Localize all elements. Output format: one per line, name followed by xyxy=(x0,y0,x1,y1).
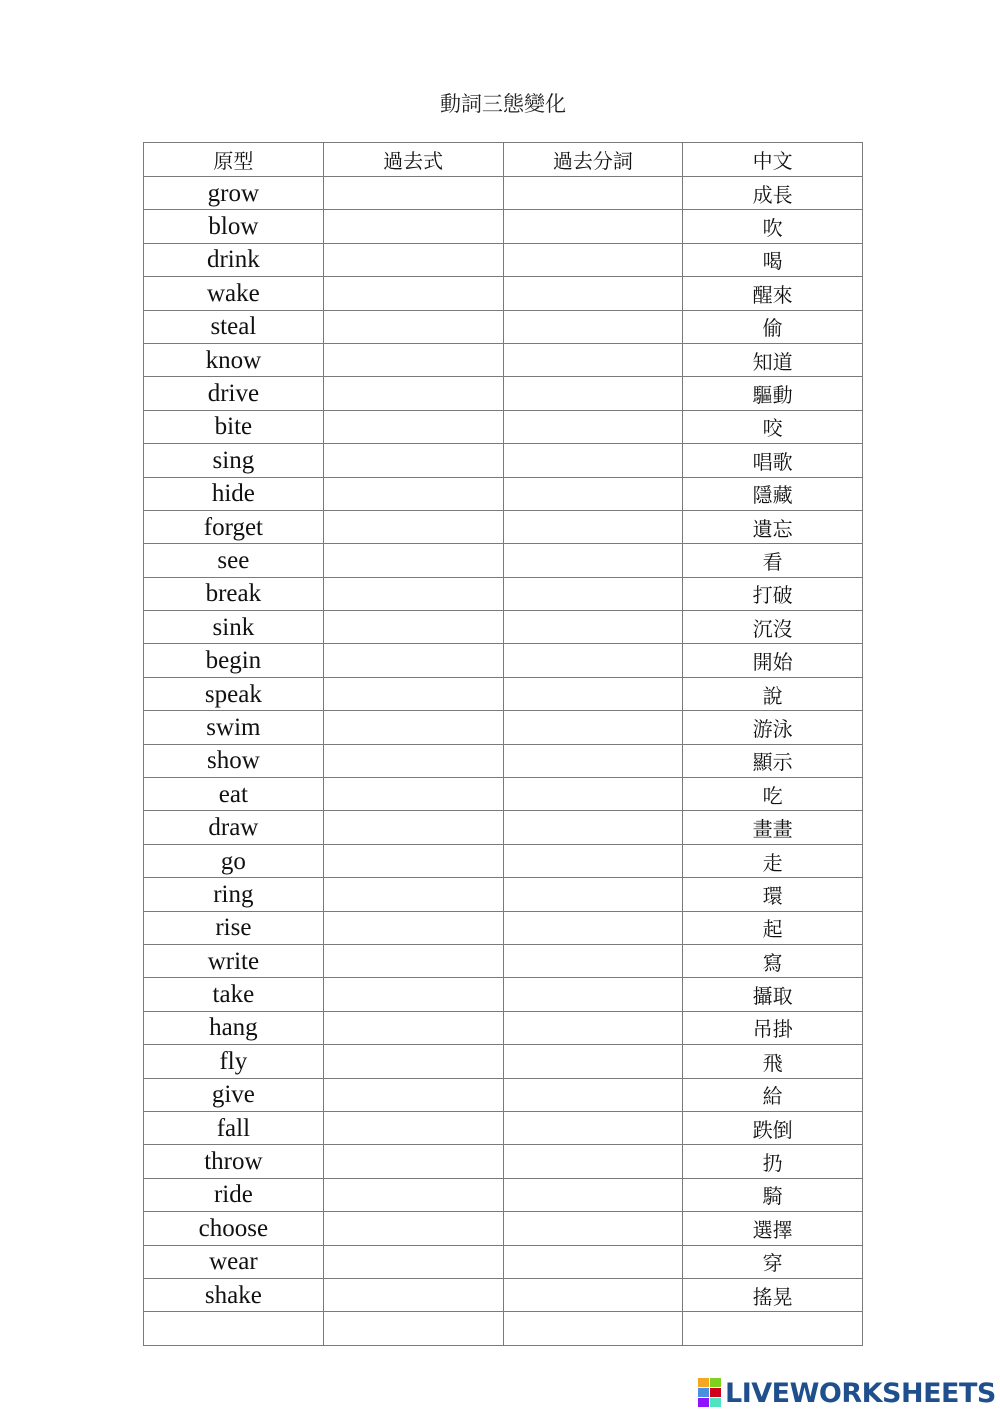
chinese-meaning-cell: 穿 xyxy=(683,1245,863,1278)
chinese-meaning-cell: 飛 xyxy=(683,1045,863,1078)
base-form-cell: see xyxy=(144,544,324,577)
table-row xyxy=(144,1078,863,1111)
liveworksheets-wordmark: LIVEWORKSHEETS xyxy=(725,1377,996,1409)
table-row xyxy=(144,944,863,977)
past-participle-answer-field[interactable] xyxy=(503,310,683,343)
past-tense-answer-field[interactable] xyxy=(323,343,503,376)
past-participle-answer-field[interactable] xyxy=(503,878,683,911)
table-row xyxy=(144,677,863,710)
past-participle-answer-field[interactable] xyxy=(503,778,683,811)
past-tense-answer-field[interactable] xyxy=(323,1178,503,1211)
past-participle-answer-field[interactable] xyxy=(503,744,683,777)
past-participle-answer-field[interactable] xyxy=(503,978,683,1011)
past-tense-answer-field[interactable] xyxy=(323,377,503,410)
base-form-cell: sink xyxy=(144,611,324,644)
chinese-meaning-cell: 沉沒 xyxy=(683,611,863,644)
table-row xyxy=(144,1011,863,1044)
base-form-cell: speak xyxy=(144,677,324,710)
base-form-cell: give xyxy=(144,1078,324,1111)
table-row xyxy=(144,878,863,911)
base-form-cell: bite xyxy=(144,410,324,443)
base-form-cell: steal xyxy=(144,310,324,343)
base-form-cell: wear xyxy=(144,1245,324,1278)
chinese-meaning-cell: 咬 xyxy=(683,410,863,443)
base-form-cell: fly xyxy=(144,1045,324,1078)
past-tense-answer-field[interactable] xyxy=(323,1145,503,1178)
past-tense-answer-field[interactable] xyxy=(323,1045,503,1078)
past-participle-answer-field[interactable] xyxy=(503,277,683,310)
past-tense-answer-field[interactable] xyxy=(323,410,503,443)
past-tense-answer-field[interactable] xyxy=(323,911,503,944)
past-participle-answer-field[interactable] xyxy=(503,711,683,744)
chinese-meaning-cell: 說 xyxy=(683,677,863,710)
chinese-meaning-cell: 顯示 xyxy=(683,744,863,777)
table-row xyxy=(144,544,863,577)
past-tense-answer-field[interactable] xyxy=(323,1278,503,1311)
header-base-form: 原型 xyxy=(144,143,324,177)
past-tense-answer-field[interactable] xyxy=(323,744,503,777)
base-form-cell: sing xyxy=(144,444,324,477)
past-tense-answer-field[interactable] xyxy=(323,844,503,877)
past-tense-answer-field[interactable] xyxy=(323,477,503,510)
chinese-meaning-cell: 游泳 xyxy=(683,711,863,744)
past-tense-answer-field[interactable] xyxy=(323,778,503,811)
chinese-meaning-cell: 搖晃 xyxy=(683,1278,863,1311)
table-row xyxy=(144,1145,863,1178)
header-past-participle: 過去分詞 xyxy=(503,143,683,177)
base-form-cell: shake xyxy=(144,1278,324,1311)
past-participle-answer-field[interactable] xyxy=(503,544,683,577)
table-row xyxy=(144,811,863,844)
chinese-meaning-cell: 知道 xyxy=(683,343,863,376)
header-past-tense: 過去式 xyxy=(323,143,503,177)
past-tense-answer-field[interactable] xyxy=(323,177,503,210)
table-row xyxy=(144,177,863,210)
base-form-cell: draw xyxy=(144,811,324,844)
past-participle-answer-field[interactable] xyxy=(503,1178,683,1211)
past-tense-answer-field[interactable] xyxy=(323,577,503,610)
past-participle-answer-field[interactable] xyxy=(503,1145,683,1178)
table-row xyxy=(144,1245,863,1278)
table-row xyxy=(144,1178,863,1211)
past-participle-answer-field[interactable] xyxy=(503,644,683,677)
base-form-cell: swim xyxy=(144,711,324,744)
chinese-meaning-cell: 跌倒 xyxy=(683,1111,863,1144)
chinese-meaning-cell: 騎 xyxy=(683,1178,863,1211)
base-form-cell: hide xyxy=(144,477,324,510)
base-form-cell: choose xyxy=(144,1212,324,1245)
base-form-cell: break xyxy=(144,577,324,610)
worksheet-title: 動詞三態變化 xyxy=(440,92,566,116)
chinese-meaning-cell: 開始 xyxy=(683,644,863,677)
table-header-row xyxy=(144,143,863,177)
past-tense-answer-field[interactable] xyxy=(323,978,503,1011)
table-row xyxy=(144,210,863,243)
chinese-meaning-cell: 扔 xyxy=(683,1145,863,1178)
past-participle-answer-field[interactable] xyxy=(503,410,683,443)
table-row xyxy=(144,243,863,276)
past-tense-answer-field[interactable] xyxy=(323,611,503,644)
base-form-cell: ring xyxy=(144,878,324,911)
table-row xyxy=(144,844,863,877)
past-participle-answer-field[interactable] xyxy=(503,210,683,243)
liveworksheets-logo-icon xyxy=(697,1377,723,1409)
chinese-meaning-cell: 畫畫 xyxy=(683,811,863,844)
chinese-meaning-cell: 偷 xyxy=(683,310,863,343)
past-participle-answer-field[interactable] xyxy=(503,1078,683,1111)
past-participle-answer-field[interactable] xyxy=(503,811,683,844)
table-row xyxy=(144,477,863,510)
past-participle-answer-field[interactable] xyxy=(503,343,683,376)
past-tense-answer-field[interactable] xyxy=(323,1011,503,1044)
past-tense-answer-field[interactable] xyxy=(323,444,503,477)
past-participle-answer-field[interactable] xyxy=(503,677,683,710)
chinese-meaning-cell: 攝取 xyxy=(683,978,863,1011)
base-form-cell: drink xyxy=(144,243,324,276)
table-row xyxy=(144,744,863,777)
base-form-cell: blow xyxy=(144,210,324,243)
past-tense-answer-field[interactable] xyxy=(323,510,503,543)
table-row xyxy=(144,911,863,944)
past-tense-answer-field[interactable] xyxy=(323,1312,503,1345)
past-participle-answer-field[interactable] xyxy=(503,1045,683,1078)
past-tense-answer-field[interactable] xyxy=(323,277,503,310)
table-row xyxy=(144,1212,863,1245)
table-row xyxy=(144,978,863,1011)
base-form-cell: write xyxy=(144,944,324,977)
past-tense-answer-field[interactable] xyxy=(323,878,503,911)
chinese-meaning-cell: 環 xyxy=(683,878,863,911)
past-participle-answer-field[interactable] xyxy=(503,1312,683,1345)
table-row xyxy=(144,1045,863,1078)
header-chinese: 中文 xyxy=(683,143,863,177)
base-form-cell: grow xyxy=(144,177,324,210)
past-tense-answer-field[interactable] xyxy=(323,544,503,577)
table-row xyxy=(144,577,863,610)
past-tense-answer-field[interactable] xyxy=(323,243,503,276)
past-participle-answer-field[interactable] xyxy=(503,577,683,610)
base-form-cell: fall xyxy=(144,1111,324,1144)
chinese-meaning-cell: 醒來 xyxy=(683,277,863,310)
chinese-meaning-cell: 吊掛 xyxy=(683,1011,863,1044)
past-participle-answer-field[interactable] xyxy=(503,611,683,644)
base-form-cell: hang xyxy=(144,1011,324,1044)
chinese-meaning-cell: 起 xyxy=(683,911,863,944)
past-participle-answer-field[interactable] xyxy=(503,177,683,210)
past-participle-answer-field[interactable] xyxy=(503,1111,683,1144)
base-form-cell: eat xyxy=(144,778,324,811)
past-participle-answer-field[interactable] xyxy=(503,510,683,543)
liveworksheets-branding xyxy=(697,1376,996,1410)
chinese-meaning-cell: 選擇 xyxy=(683,1212,863,1245)
table-row xyxy=(144,1111,863,1144)
chinese-meaning-cell: 看 xyxy=(683,544,863,577)
chinese-meaning-cell: 喝 xyxy=(683,243,863,276)
past-participle-answer-field[interactable] xyxy=(503,444,683,477)
past-tense-answer-field[interactable] xyxy=(323,1078,503,1111)
base-form-cell xyxy=(144,1312,324,1345)
table-row xyxy=(144,444,863,477)
past-tense-answer-field[interactable] xyxy=(323,711,503,744)
past-tense-answer-field[interactable] xyxy=(323,1212,503,1245)
past-tense-answer-field[interactable] xyxy=(323,811,503,844)
past-tense-answer-field[interactable] xyxy=(323,210,503,243)
chinese-meaning-cell: 驅動 xyxy=(683,377,863,410)
base-form-cell: begin xyxy=(144,644,324,677)
table-row xyxy=(144,711,863,744)
past-tense-answer-field[interactable] xyxy=(323,1111,503,1144)
past-participle-answer-field[interactable] xyxy=(503,477,683,510)
table-row xyxy=(144,778,863,811)
base-form-cell: take xyxy=(144,978,324,1011)
chinese-meaning-cell: 隱藏 xyxy=(683,477,863,510)
past-tense-answer-field[interactable] xyxy=(323,944,503,977)
past-participle-answer-field[interactable] xyxy=(503,1212,683,1245)
base-form-cell: throw xyxy=(144,1145,324,1178)
verb-forms-table xyxy=(143,142,863,1346)
past-participle-answer-field[interactable] xyxy=(503,844,683,877)
base-form-cell: wake xyxy=(144,277,324,310)
past-participle-answer-field[interactable] xyxy=(503,911,683,944)
past-tense-answer-field[interactable] xyxy=(323,1245,503,1278)
chinese-meaning-cell: 吹 xyxy=(683,210,863,243)
chinese-meaning-cell: 遺忘 xyxy=(683,510,863,543)
chinese-meaning-cell: 成長 xyxy=(683,177,863,210)
base-form-cell: go xyxy=(144,844,324,877)
base-form-cell: know xyxy=(144,343,324,376)
chinese-meaning-cell: 走 xyxy=(683,844,863,877)
chinese-meaning-cell xyxy=(683,1312,863,1345)
past-tense-answer-field[interactable] xyxy=(323,677,503,710)
table-row xyxy=(144,377,863,410)
base-form-cell: drive xyxy=(144,377,324,410)
table-row xyxy=(144,510,863,543)
table-row xyxy=(144,410,863,443)
base-form-cell: show xyxy=(144,744,324,777)
past-tense-answer-field[interactable] xyxy=(323,644,503,677)
table-row xyxy=(144,1278,863,1311)
past-tense-answer-field[interactable] xyxy=(323,310,503,343)
past-participle-answer-field[interactable] xyxy=(503,377,683,410)
table-row xyxy=(144,277,863,310)
chinese-meaning-cell: 給 xyxy=(683,1078,863,1111)
chinese-meaning-cell: 寫 xyxy=(683,944,863,977)
table-row xyxy=(144,310,863,343)
past-participle-answer-field[interactable] xyxy=(503,1278,683,1311)
past-participle-answer-field[interactable] xyxy=(503,1245,683,1278)
table-row xyxy=(144,611,863,644)
table-row xyxy=(144,1312,863,1345)
base-form-cell: rise xyxy=(144,911,324,944)
base-form-cell: ride xyxy=(144,1178,324,1211)
chinese-meaning-cell: 打破 xyxy=(683,577,863,610)
chinese-meaning-cell: 唱歌 xyxy=(683,444,863,477)
past-participle-answer-field[interactable] xyxy=(503,944,683,977)
table-row xyxy=(144,644,863,677)
base-form-cell: forget xyxy=(144,510,324,543)
table-row xyxy=(144,343,863,376)
chinese-meaning-cell: 吃 xyxy=(683,778,863,811)
past-participle-answer-field[interactable] xyxy=(503,243,683,276)
past-participle-answer-field[interactable] xyxy=(503,1011,683,1044)
